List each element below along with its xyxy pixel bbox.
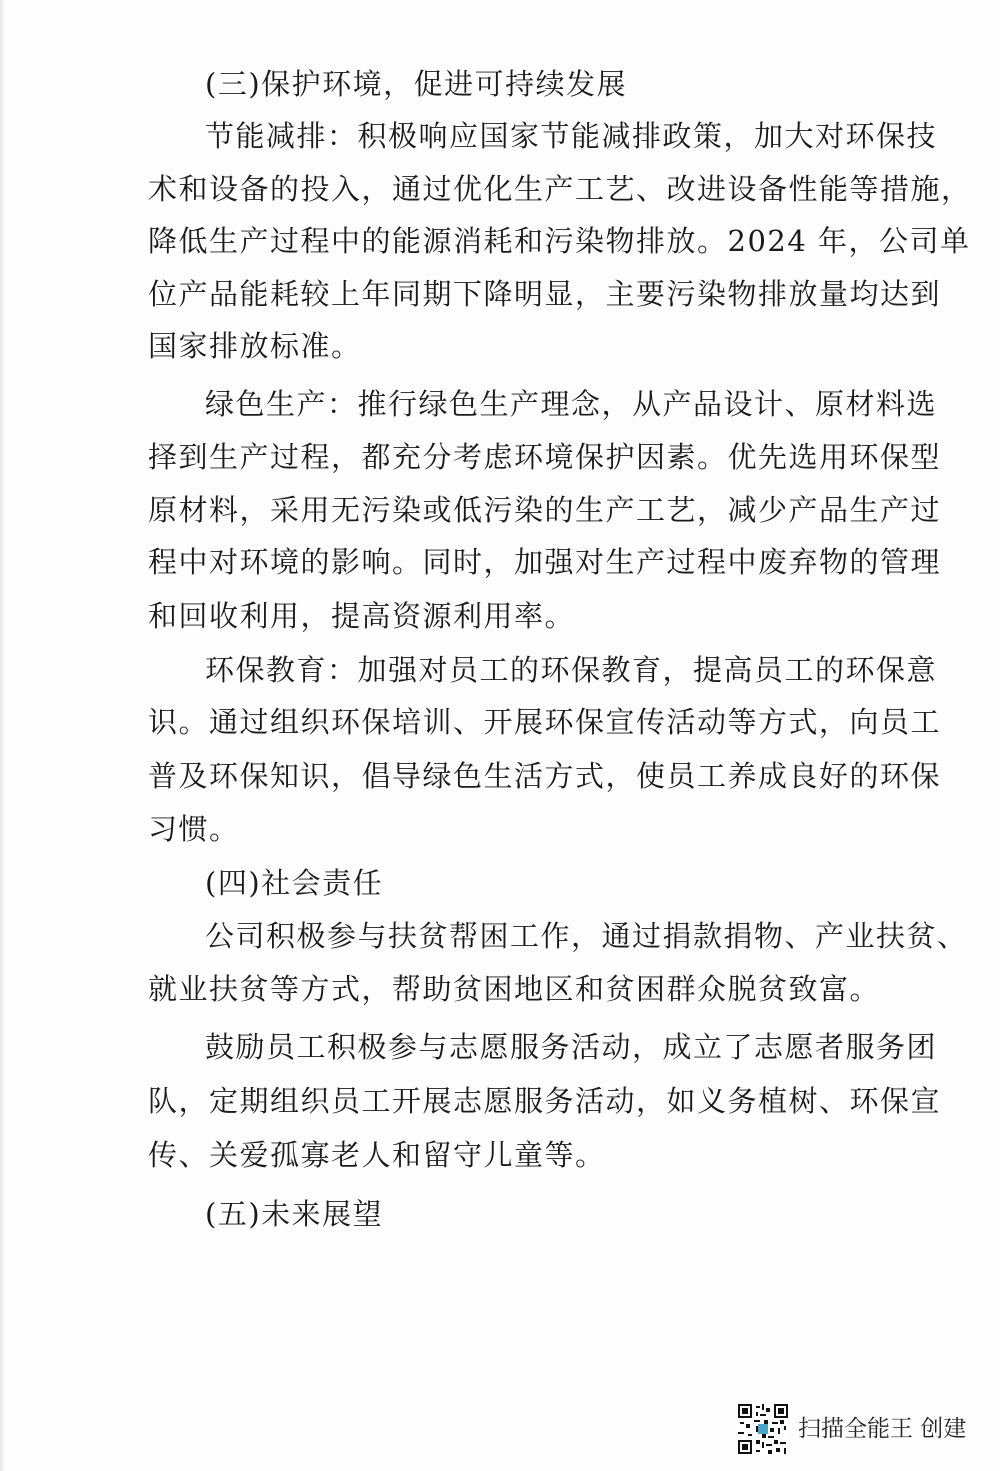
qr-code-icon xyxy=(738,1404,788,1454)
paragraph-line: 术和设备的投入，通过优化生产工艺、改进设备性能等措施， xyxy=(148,172,972,206)
scan-edge xyxy=(0,0,5,1471)
paragraph-line: 队，定期组织员工开展志愿服务活动，如义务植树、环保宣 xyxy=(148,1084,942,1118)
paragraph-line: 国家排放标准。 xyxy=(148,329,362,363)
paragraph-line: 公司积极参与扶贫帮困工作，通过捐款捐物、产业扶贫、 xyxy=(205,919,968,953)
paragraph-line: 和回收利用，提高资源利用率。 xyxy=(148,599,576,633)
paragraph-line: 程中对环境的影响。同时，加强对生产过程中废弃物的管理 xyxy=(148,545,942,579)
paragraph-line: 识。通过组织环保培训、开展环保宣传活动等方式，向员工 xyxy=(148,705,942,739)
heading-social-responsibility: (四)社会责任 xyxy=(205,866,384,900)
paragraph-line: 绿色生产：推行绿色生产理念，从产品设计、原材料选 xyxy=(205,387,938,421)
paragraph-line: 习惯。 xyxy=(148,812,240,846)
paragraph-line: 降低生产过程中的能源消耗和污染物排放。2024 年，公司单 xyxy=(148,224,971,258)
paragraph-line: 环保教育：加强对员工的环保教育，提高员工的环保意 xyxy=(205,653,938,687)
paragraph-line: 普及环保知识，倡导绿色生活方式，使员工养成良好的环保 xyxy=(148,759,942,793)
paragraph-line: 鼓励员工积极参与志愿服务活动，成立了志愿者服务团 xyxy=(205,1030,938,1064)
paragraph-line: 就业扶贫等方式，帮助贫困地区和贫困群众脱贫致富。 xyxy=(148,972,881,1006)
paragraph-line: 原材料，采用无污染或低污染的生产工艺，减少产品生产过 xyxy=(148,493,942,527)
paragraph-line: 传、关爱孤寡老人和留守儿童等。 xyxy=(148,1138,606,1172)
heading-environment: (三)保护环境，促进可持续发展 xyxy=(205,67,628,101)
scanner-watermark xyxy=(738,1404,978,1454)
paragraph-line: 位产品能耗较上年同期下降明显，主要污染物排放量均达到 xyxy=(148,277,942,311)
paragraph-line: 择到生产过程，都充分考虑环境保护因素。优先选用环保型 xyxy=(148,440,942,474)
heading-future-outlook: (五)未来展望 xyxy=(205,1197,384,1231)
paragraph-line: 节能减排：积极响应国家节能减排政策，加大对环保技 xyxy=(205,119,938,153)
watermark-text: 扫描全能王 创建 xyxy=(798,1416,967,1442)
